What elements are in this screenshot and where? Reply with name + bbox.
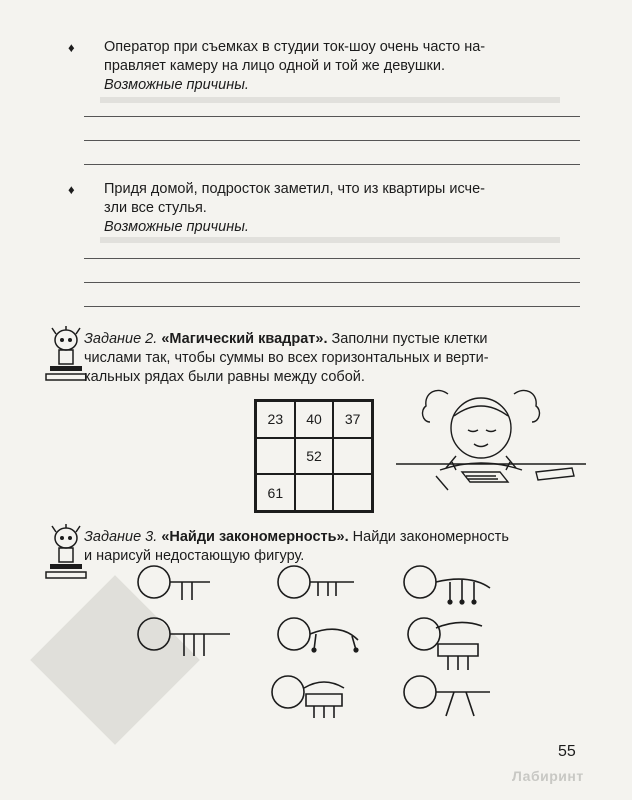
pattern-figure [138, 566, 210, 600]
magic-square-cell[interactable] [333, 474, 372, 511]
bullet-1-text-line1: Оператор при съемках в студии ток-шоу очень часто на- [104, 39, 486, 55]
bullet-2-text-line1: Придя домой, подросток заметил, что из квартиры исче- [104, 181, 486, 197]
answer-line[interactable] [84, 140, 580, 141]
pattern-figure [404, 566, 490, 604]
pattern-figure [272, 676, 344, 718]
magic-square-cell[interactable] [333, 438, 372, 475]
task-2-title: «Магический квадрат». [161, 331, 328, 347]
task-3-number: Задание 3. [84, 529, 158, 545]
task-2-text-a: Заполни пустые клетки [327, 331, 488, 347]
magic-square [254, 399, 374, 513]
task-2-text-c: кальных рядах были равны между собой. [84, 369, 365, 385]
pattern-figure [278, 566, 354, 598]
bullet-1-text-line2: правляет камеру на лицо одной и той же девушки. [104, 58, 446, 74]
diamond-bullet-icon: ♦ [68, 182, 75, 197]
task-2 [84, 330, 584, 387]
pattern-figures [120, 560, 500, 720]
page-number: 55 [558, 743, 576, 760]
task-2-number: Задание 2. [84, 331, 158, 347]
task-3-title: «Найди закономерность». [161, 529, 349, 545]
task-2-text-b: числами так, чтобы суммы во всех горизонтальных и верти- [84, 350, 489, 366]
diamond-bullet-icon: ♦ [68, 40, 75, 55]
answer-line[interactable] [84, 258, 580, 259]
magic-square-cell[interactable]: 40 [295, 401, 334, 438]
magic-square-cell[interactable] [295, 474, 334, 511]
bullet-1-reasons-label: Возможные причины. [104, 77, 249, 93]
answer-line[interactable] [84, 116, 580, 117]
magic-square-cell[interactable]: 52 [295, 438, 334, 475]
task-3-text-a: Найди закономерность [348, 529, 509, 545]
girl-writing-illustration [396, 386, 586, 506]
pattern-figure [278, 618, 358, 652]
answer-line[interactable] [84, 306, 580, 307]
pattern-figure [408, 618, 482, 670]
bullet-2-text-line2: зли все стулья. [104, 200, 207, 216]
pattern-figure [138, 618, 230, 656]
bullet-item-1 [68, 38, 584, 95]
magic-square-cell[interactable] [256, 438, 295, 475]
magic-square-cell[interactable]: 23 [256, 401, 295, 438]
task-3-text-b: и нарисуй недостающую фигуру. [84, 548, 305, 564]
bullet-2-reasons-label: Возможные причины. [104, 219, 249, 235]
magic-square-cell[interactable]: 37 [333, 401, 372, 438]
answer-line[interactable] [84, 282, 580, 283]
pattern-figure [404, 676, 490, 716]
watermark-logo: Лабиринт [512, 768, 584, 784]
bullet-item-2 [68, 180, 584, 237]
robot-task-icon [44, 326, 88, 386]
answer-line[interactable] [84, 164, 580, 165]
robot-task-icon [44, 524, 88, 584]
magic-square-cell[interactable]: 61 [256, 474, 295, 511]
